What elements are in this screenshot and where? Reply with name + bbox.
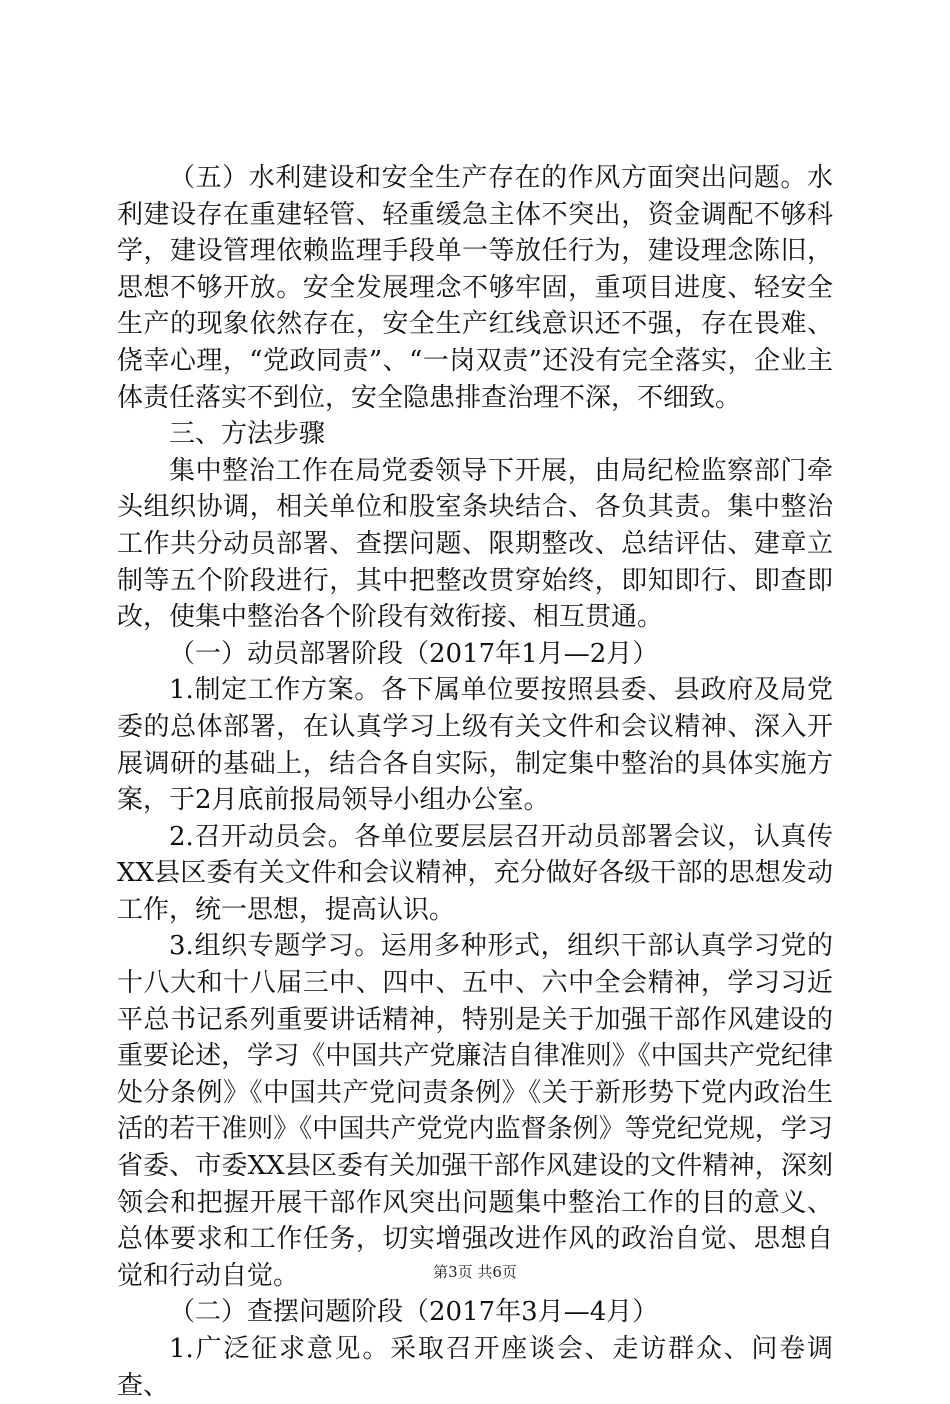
page-number-footer: 第3页 共6页 [433,1263,517,1281]
paragraph-water-safety-issues: （五）水利建设和安全生产存在的作风方面突出问题。水利建设存在重建轻管、轻重缓急主体不突出，资金调配不够科学，建设管理依赖监理手段单一等放任行为，建设理念陈旧，思想不够开放。安全发展理念不够牢固，重项目进度、轻安全生产的现象依然存在，安全生产红线意识还不强，存在畏难、侥幸心理，“党政同责”、“一岗双责”还没有完全落实，企业主体责任落实不到位，安全隐患排查治理不深，不细致。 [117,163,833,413]
paragraph-mobilization-meeting: 2.召开动员会。各单位要层层召开动员部署会议，认真传XX县区委有关文件和会议精神，充分做好各级干部的思想发动工作，统一思想，提高认识。 [117,821,833,925]
subheading-mobilization-stage: （一）动员部署阶段（2017年1月—2月） [169,638,659,669]
paragraph-solicit-opinions: 1.广泛征求意见。采取召开座谈会、走访群众、问卷调查、 [117,1334,833,1401]
section-heading-methods: 三、方法步骤 [169,419,326,450]
paragraph-work-plan: 1.制定工作方案。各下属单位要按照县委、县政府及局党委的总体部署，在认真学习上级有关文件和会议精神、深入开展调研的基础上，结合各自实际，制定集中整治的具体实施方案，于2月底前报局领导小组办公室。 [117,675,833,816]
paragraph-special-study: 3.组织专题学习。运用多种形式，组织干部认真学习党的十八大和十八届三中、四中、五中、六中全会精神，学习习近平总书记系列重要讲话精神，特别是关于加强干部作风建设的重要论述，学习《中国共产党廉洁自律准则》《中国共产党纪律处分条例》《中国共产党问责条例》《关于新形势下党内政治生活的若干准则》《中国共产党党内监督条例》等党纪党规，学习省委、市委XX县区委有关加强干部作风建设的文件精神，深刻领会和把握开展干部作风突出问题集中整治工作的目的意义、总体要求和工作任务，切实增强改进作风的政治自觉、思想自觉和行动自觉。 [117,931,833,1291]
paragraph-methods-intro: 集中整治工作在局党委领导下开展，由局纪检监察部门牵头组织协调，相关单位和股室条块结合、各负其责。集中整治工作共分动员部署、查摆问题、限期整改、总结评估、建章立制等五个阶段进行，其中把整改贯穿始终，即知即行、即查即改，使集中整治各个阶段有效衔接、相互贯通。 [117,455,833,633]
document-body [117,160,833,1404]
subheading-problem-finding-stage: （二）查摆问题阶段（2017年3月—4月） [169,1297,659,1328]
